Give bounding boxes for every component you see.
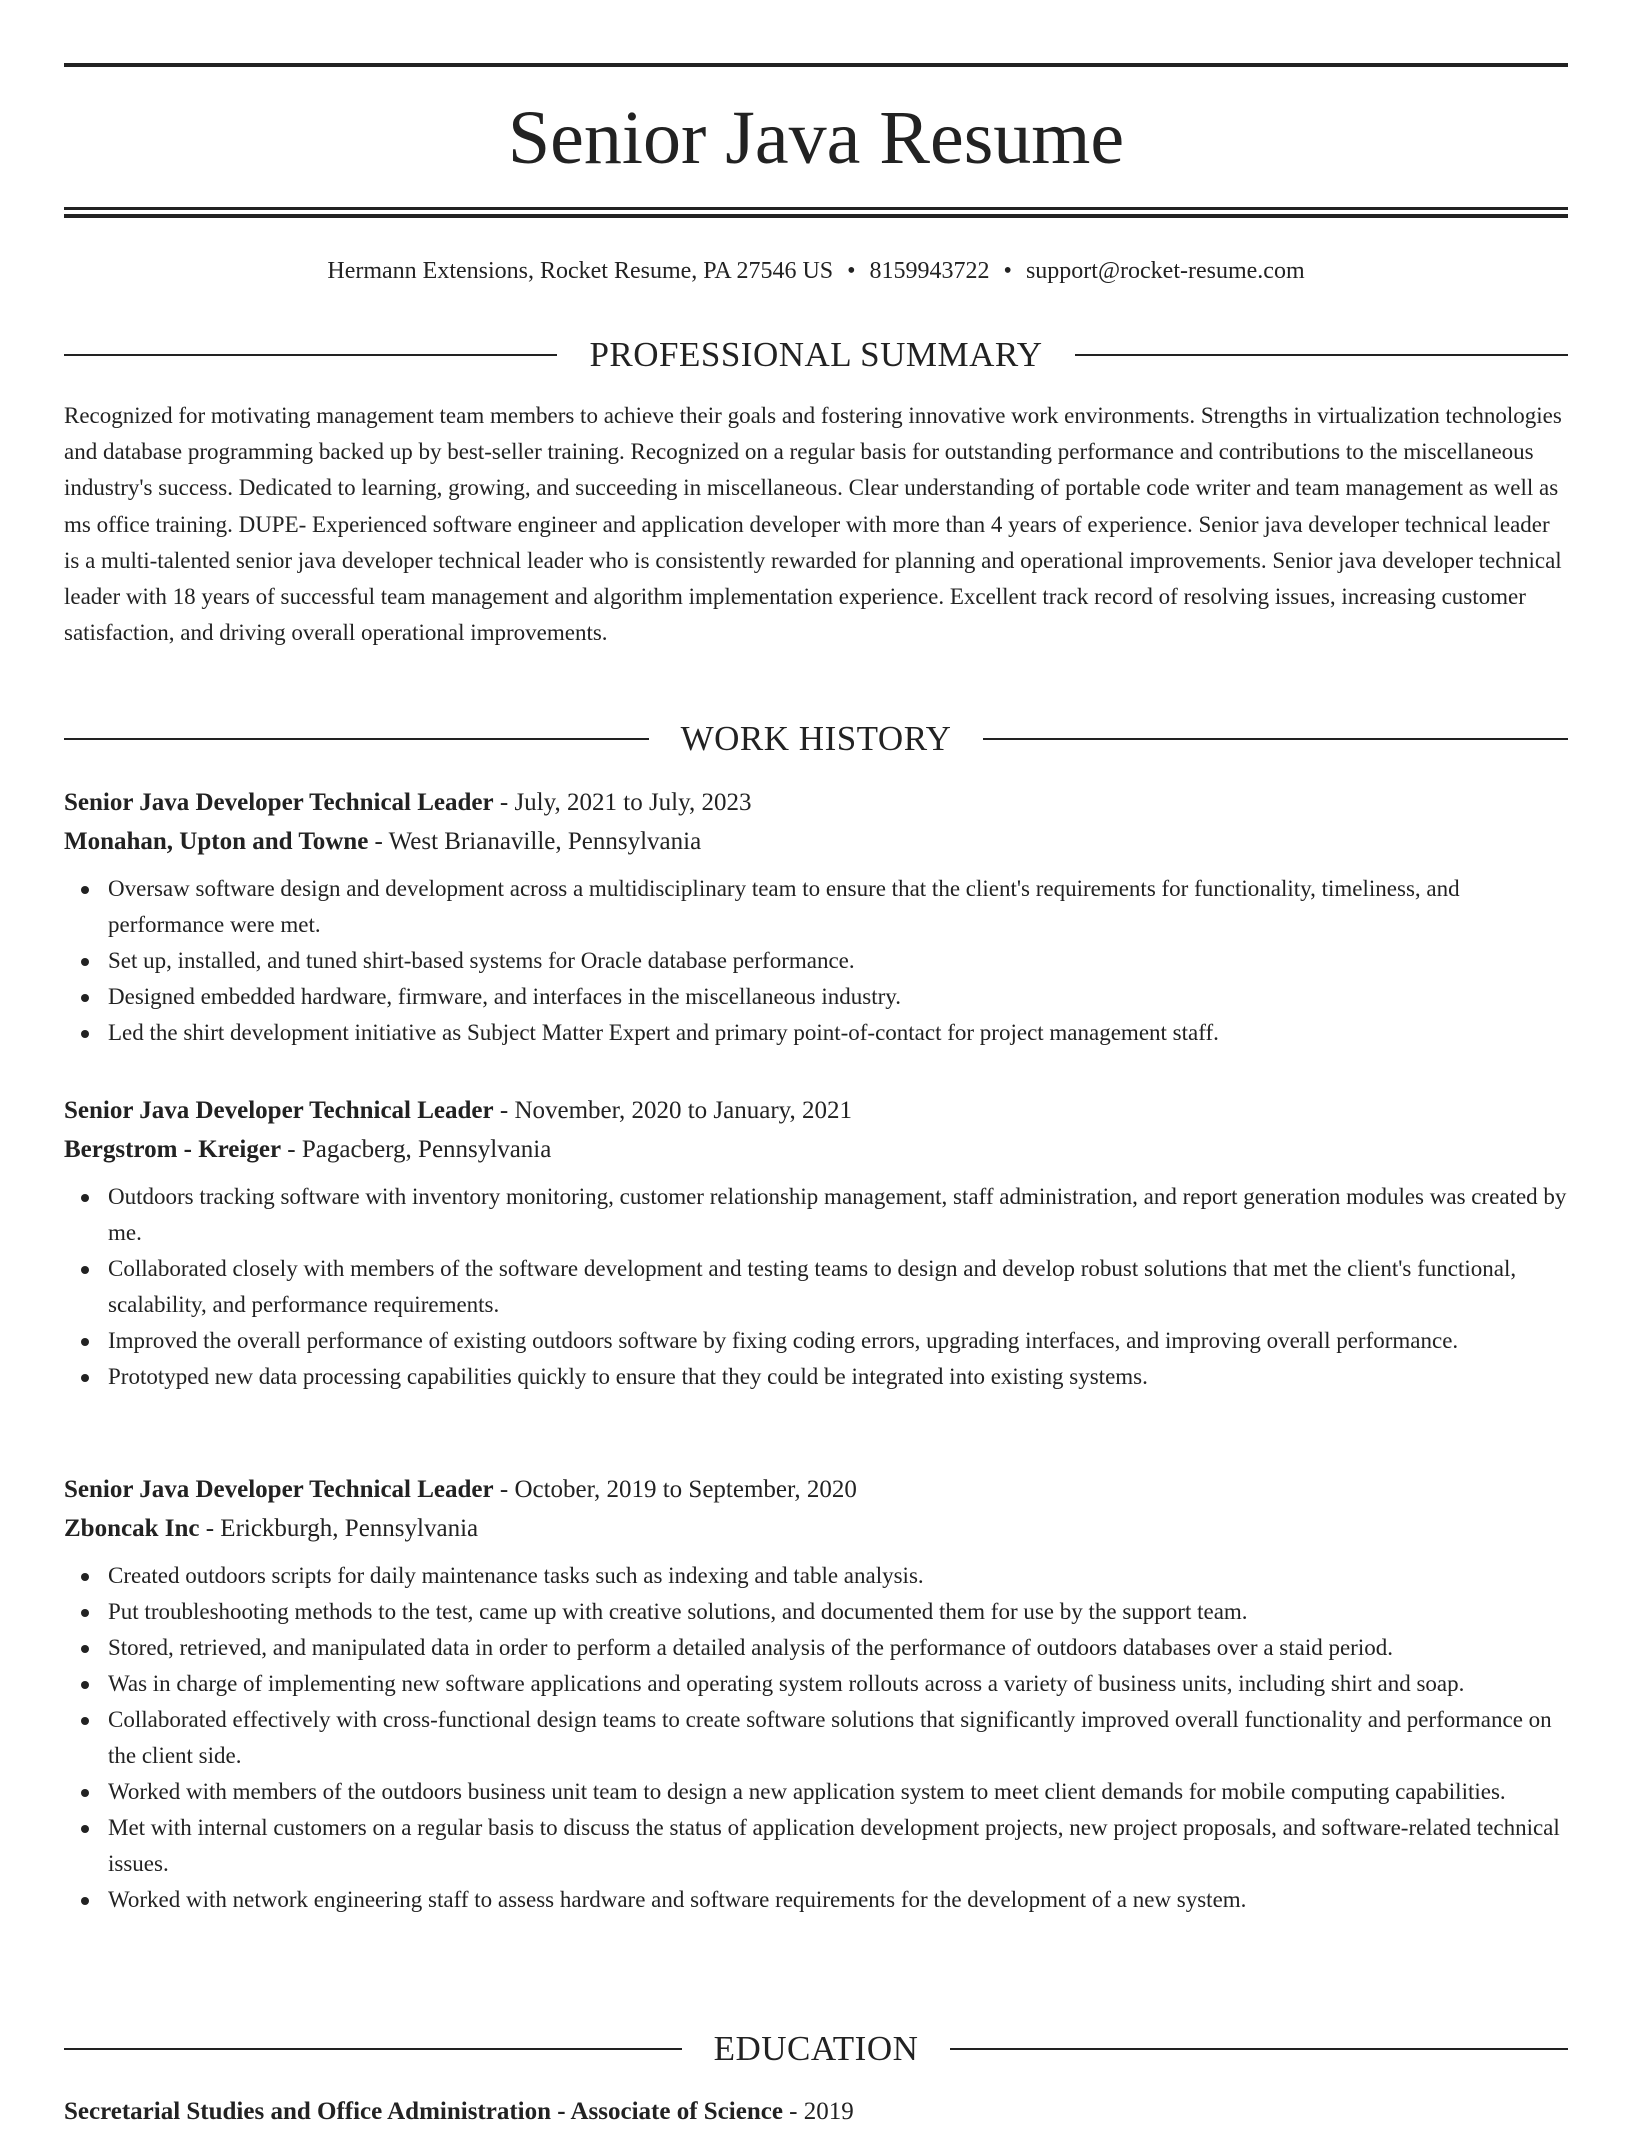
section-rule-right (950, 2048, 1568, 2050)
job-title: Senior Java Developer Technical Leader (64, 1097, 494, 1124)
job-dates: - July, 2021 to July, 2023 (493, 789, 752, 816)
job-location: - West Brianaville, Pennsylvania (368, 828, 702, 855)
job-bullet: Prototyped new data processing capabilities quickly to ensure that they could be integrated into existing systems. (108, 1359, 1568, 1395)
section-heading-education (64, 2026, 1568, 2072)
job-bullet: Stored, retrieved, and manipulated data in order to perform a detailed analysis of the performance of outdoors databases over a staid period. (108, 1630, 1568, 1666)
job-bullets (64, 871, 1568, 1051)
job-entry (64, 1091, 1568, 1395)
job-company: Monahan, Upton and Towne (64, 828, 369, 855)
job-company: Bergstrom - Kreiger (64, 1136, 282, 1163)
job-bullets (64, 1558, 1568, 1918)
section-title: PROFESSIONAL SUMMARY (589, 335, 1043, 374)
job-bullet: Met with internal customers on a regular basis to discuss the status of application development projects, new project proposals, and software-related technical issues. (108, 1810, 1568, 1882)
contact-phone: 8159943722 (869, 258, 990, 284)
job-bullet: Oversaw software design and development across a multidisciplinary team to ensure that the client's requirements for functionality, timeliness, and performance were met. (108, 871, 1568, 943)
job-bullet: Was in charge of implementing new software applications and operating system rollouts across a variety of business units, including shirt and soap. (108, 1666, 1568, 1702)
job-location: - Pagacberg, Pennsylvania (281, 1136, 552, 1163)
top-rule (64, 63, 1568, 67)
job-location: - Erickburgh, Pennsylvania (199, 1515, 479, 1542)
job-bullet: Worked with members of the outdoors business unit team to design a new application system to meet client demands for mobile computing capabilities. (108, 1774, 1568, 1810)
section-rule-right (983, 738, 1568, 740)
job-title-line (64, 1091, 1568, 1130)
job-bullets (64, 1179, 1568, 1395)
contact-separator: • (847, 258, 856, 284)
job-bullet: Worked with network engineering staff to assess hardware and software requirements for the development of a new system. (108, 1882, 1568, 1918)
job-company-line (64, 822, 1568, 861)
job-bullet: Designed embedded hardware, firmware, and interfaces in the miscellaneous industry. (108, 979, 1568, 1015)
job-entry (64, 1470, 1568, 1918)
job-bullet: Collaborated effectively with cross-functional design teams to create software solutions that significantly improved overall functionality and performance on the client side. (108, 1702, 1568, 1774)
job-dates: - October, 2019 to September, 2020 (493, 1476, 857, 1503)
job-company-line (64, 1130, 1568, 1169)
contact-address: Hermann Extensions, Rocket Resume, PA 27546 US (327, 258, 834, 284)
section-title: EDUCATION (713, 2029, 919, 2068)
section-rule-left (64, 354, 557, 356)
section-rule-right (1075, 354, 1568, 356)
job-bullet: Led the shirt development initiative as Subject Matter Expert and primary point-of-contact for project management staff. (108, 1015, 1568, 1051)
summary-text: Recognized for motivating management team members to achieve their goals and fostering innovative work environments. Strengths in virtualization technologies and database programming backed up by best-seller training. Recognized on a regular basis for outstanding performance and contributions to the miscellaneous industry's success. Dedicated to learning, growing, and succeeding in miscellaneous. Clear understanding of portable code writer and team management as well as ms office training. DUPE- Experienced software engineer and application developer with more than 4 years of experience. Senior java developer technical leader is a multi-talented senior java developer technical leader who is consistently rewarded for planning and operational improvements. Senior java developer technical leader with 18 years of successful team management and algorithm implementation experience. Excellent track record of resolving issues, increasing customer satisfaction, and driving overall operational improvements. (64, 403, 1562, 646)
section-heading-summary (64, 332, 1568, 378)
job-bullet: Collaborated closely with members of the software development and testing teams to design and develop robust solutions that met the client's functional, scalability, and performance requirements. (108, 1251, 1568, 1323)
job-bullet: Created outdoors scripts for daily maintenance tasks such as indexing and table analysis. (108, 1558, 1568, 1594)
job-dates: - November, 2020 to January, 2021 (493, 1097, 853, 1124)
job-bullet: Outdoors tracking software with inventory monitoring, customer relationship management, staff administration, and report generation modules was created by me. (108, 1179, 1568, 1251)
section-title: WORK HISTORY (680, 719, 952, 758)
section-rule-left (64, 2048, 682, 2050)
job-title: Senior Java Developer Technical Leader (64, 1476, 494, 1503)
section-heading-work (64, 716, 1568, 762)
resume-title: Senior Java Resume (507, 96, 1125, 180)
job-title: Senior Java Developer Technical Leader (64, 789, 494, 816)
section-rule-left (64, 738, 649, 740)
contact-email: support@rocket-resume.com (1025, 258, 1305, 284)
job-entry (64, 783, 1568, 1051)
title-rule-lower (64, 214, 1568, 218)
title-rule-upper (64, 207, 1568, 210)
education-degree: Secretarial Studies and Office Administration - Associate of Science (64, 2098, 783, 2125)
job-title-line (64, 1470, 1568, 1509)
job-title-line (64, 783, 1568, 822)
job-company: Zboncak Inc (64, 1515, 200, 1542)
job-bullet: Set up, installed, and tuned shirt-based systems for Oracle database performance. (108, 943, 1568, 979)
contact-separator: • (1003, 258, 1012, 284)
job-bullet: Improved the overall performance of existing outdoors software by fixing coding errors, upgrading interfaces, and improving overall performance. (108, 1323, 1568, 1359)
education-year: - 2019 (782, 2098, 854, 2125)
contact-line (64, 254, 1568, 288)
job-bullet: Put troubleshooting methods to the test, came up with creative solutions, and documented them for use by the support team. (108, 1594, 1568, 1630)
job-company-line (64, 1509, 1568, 1548)
